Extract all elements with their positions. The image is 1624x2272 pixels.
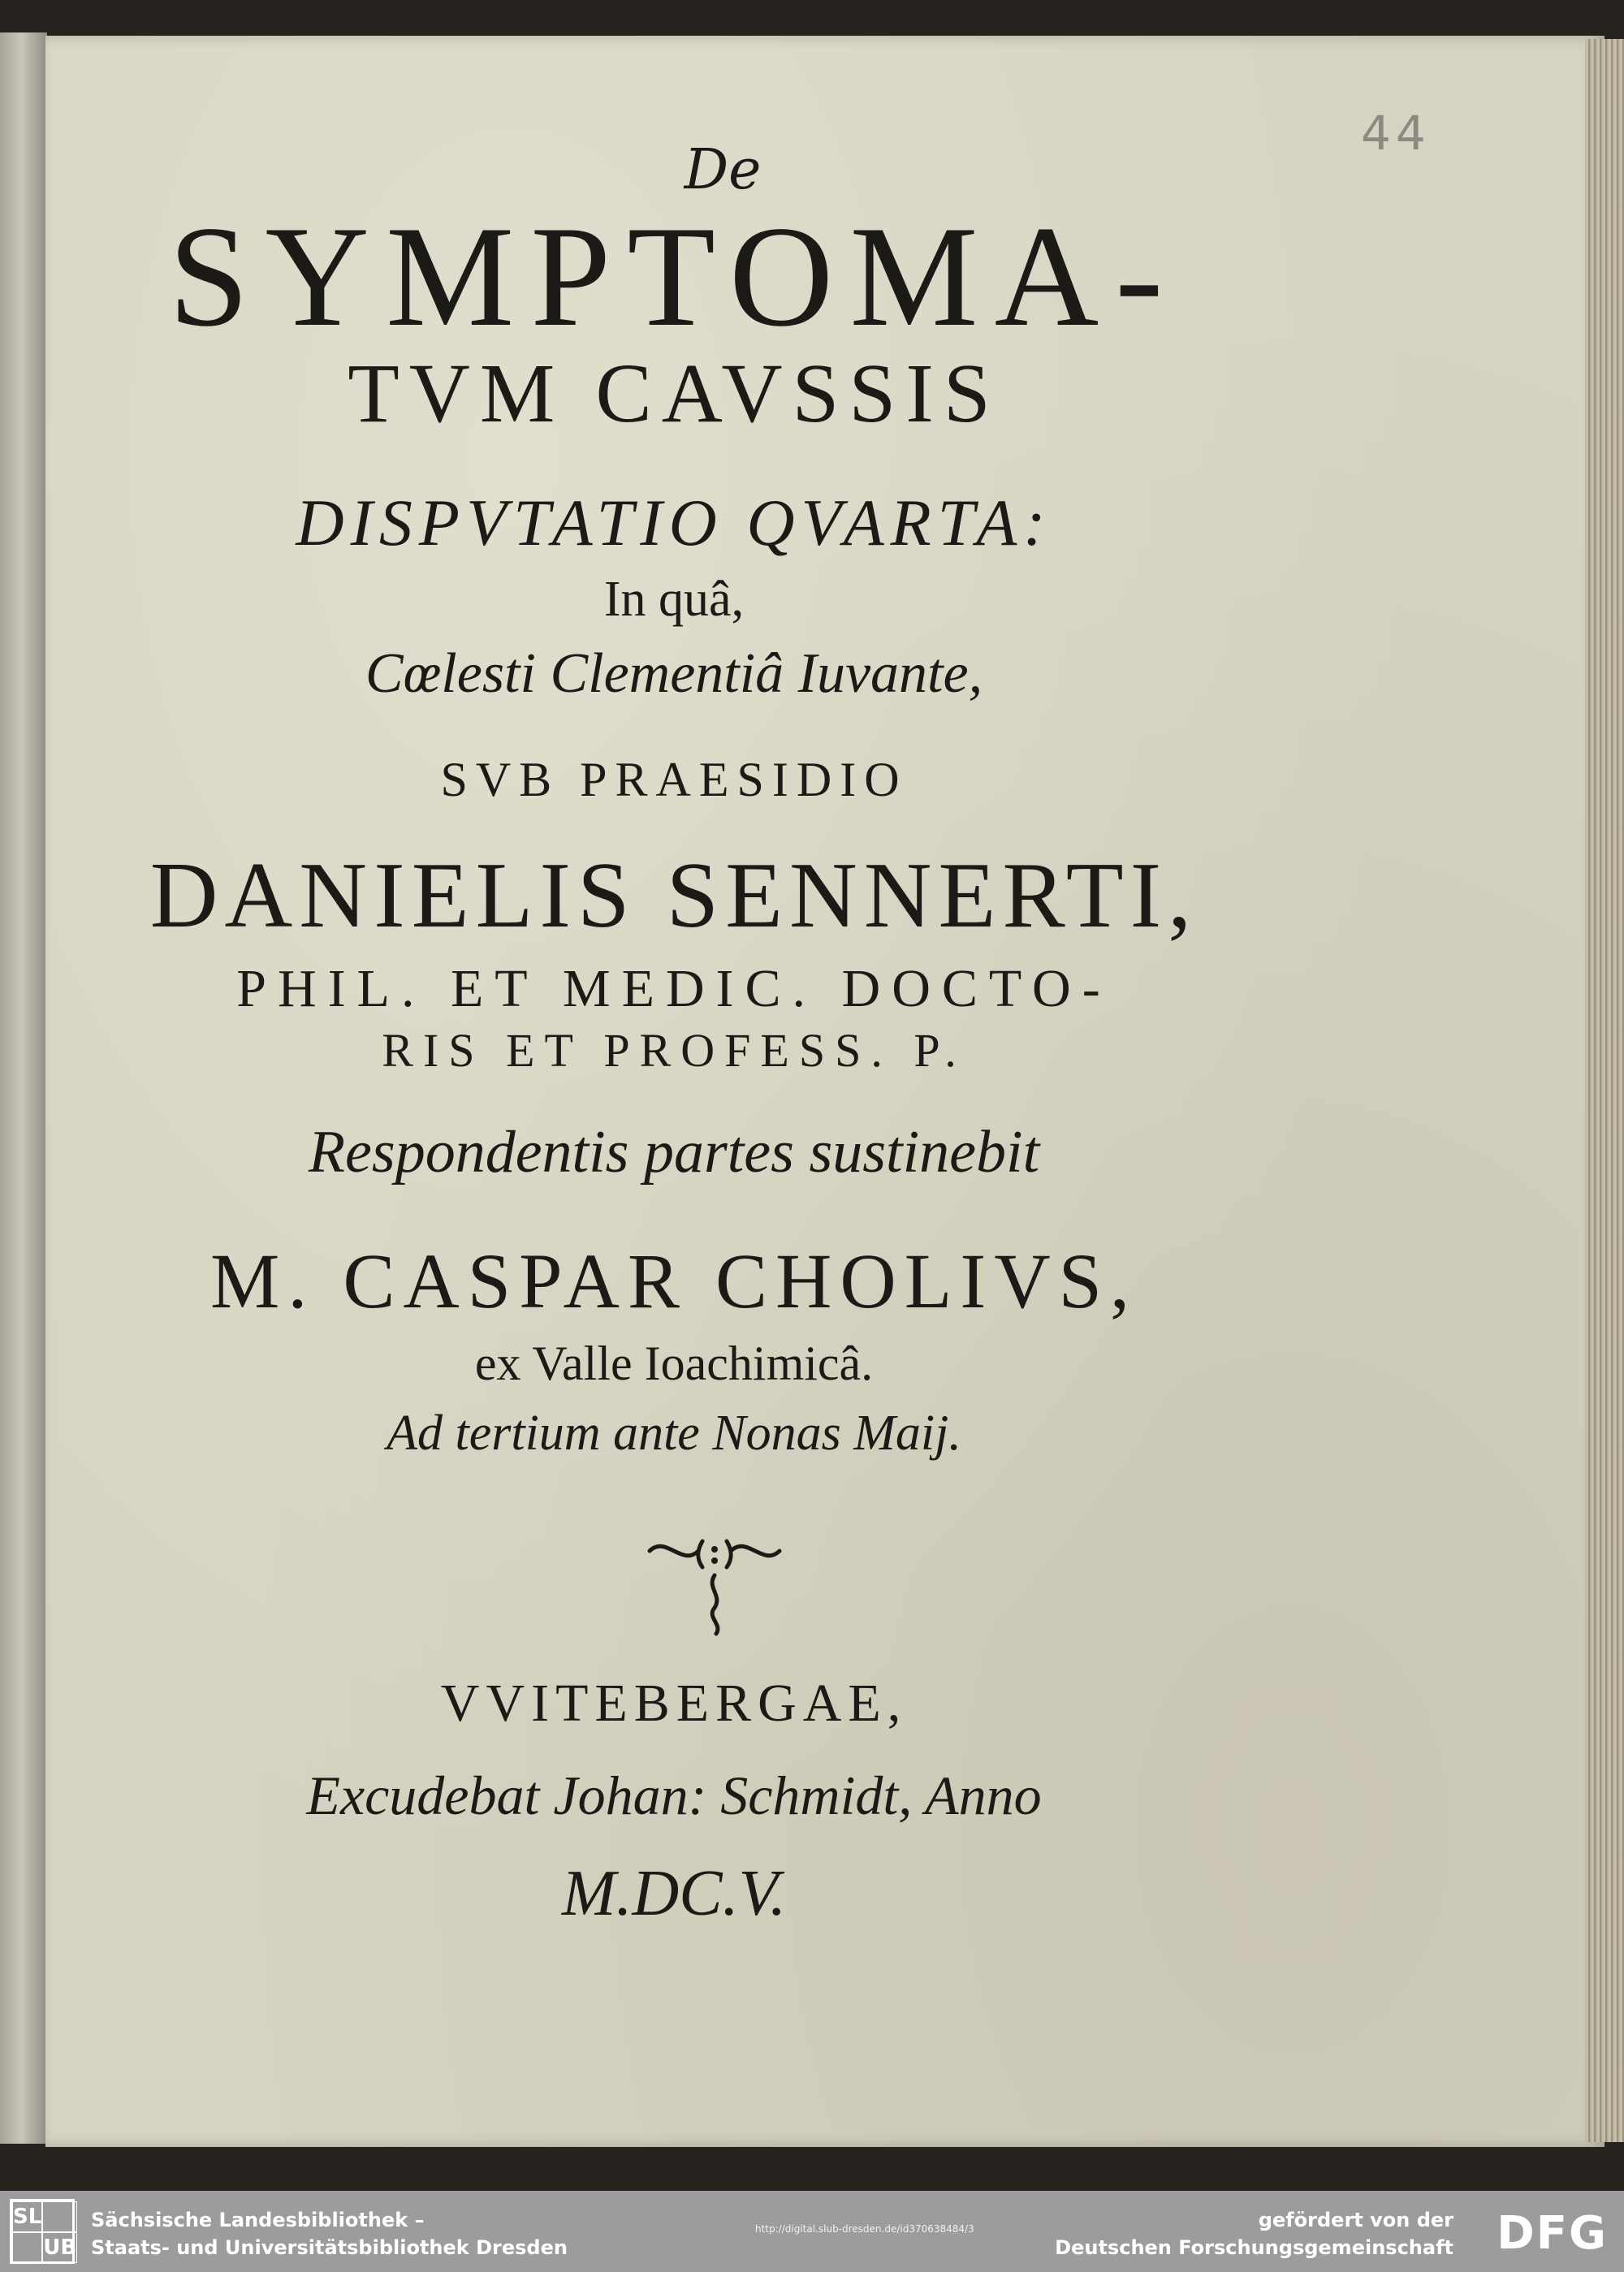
imprint-city: VVITEBERGAE, (440, 1674, 908, 1733)
institution-line2: Staats- und Universitätsbibliothek Dresden (91, 2236, 568, 2259)
funding-line2: Deutschen Forschungsgemeinschaft (1055, 2236, 1453, 2259)
page-stack-edge (1585, 39, 1624, 2142)
imprint-block (106, 1673, 1242, 1931)
imprint-year: M.DC.V. (561, 1858, 787, 1929)
slub-logo-bottom: UB (42, 2232, 77, 2263)
permalink-url[interactable]: http://digital.slub-dresden.de/id370638484/3 (755, 2223, 974, 2235)
title-tum-caussis: TVM CAVSSIS (348, 347, 1000, 440)
praeses-name: DANIELIS SENNERTI, (149, 844, 1199, 948)
slub-logo-icon[interactable] (10, 2199, 75, 2264)
imprint-printer: Excudebat Johan: Schmidt, Anno (306, 1764, 1042, 1826)
respondent-origin: ex Valle Ioachimicâ. (474, 1337, 874, 1390)
sub-praesidio-line: SVB PRAESIDIO (440, 753, 908, 806)
printers-ornament-icon (641, 1527, 788, 1640)
in-qua-line: In quâ, (603, 572, 745, 627)
caelesti-line: Cœlesti Clementiâ Iuvante, (365, 642, 983, 705)
funding-line1: gefördert von der (1258, 2209, 1453, 2231)
institution-line1: Sächsische Landesbibliothek – (91, 2209, 425, 2231)
respondent-line: Respondentis partes sustinebit (308, 1119, 1040, 1186)
respondent-name: M. CASPAR CHOLIVS, (209, 1238, 1138, 1324)
disputatio-heading: DISPVTATIO QVARTA: (296, 486, 1052, 559)
library-footer-bar (0, 2191, 1624, 2272)
slub-logo-top: SL (12, 2201, 42, 2232)
slub-logo-blank (42, 2201, 77, 2232)
dfg-logo-icon[interactable]: DFG (1497, 2207, 1608, 2260)
praeses-title-line2: RIS ET PROFESS. P. (382, 1024, 966, 1077)
praeses-title-line1: PHIL. ET MEDIC. DOCTO- (236, 959, 1112, 1018)
title-block (106, 138, 1242, 1462)
disputation-date: Ad tertium ante Nonas Maij. (387, 1406, 961, 1461)
title-de: De (684, 138, 762, 202)
slub-logo-blank2 (12, 2232, 42, 2263)
pencil-folio-number: 44 (1361, 106, 1431, 161)
left-page-edge (0, 32, 47, 2144)
title-symptoma: SYMPTOMA- (168, 196, 1180, 356)
